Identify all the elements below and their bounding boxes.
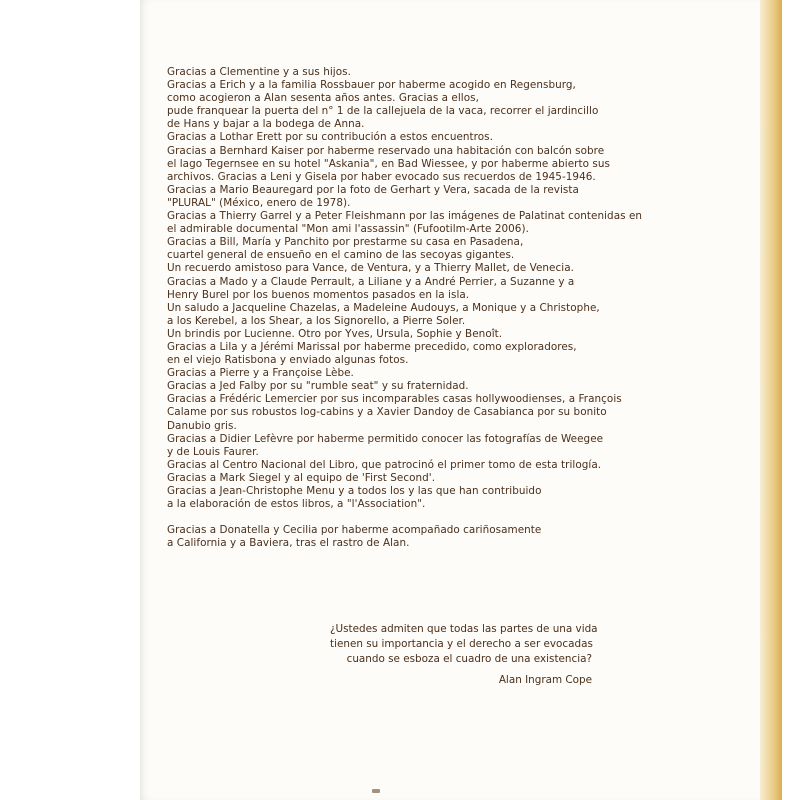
acknowledgement-line: Un brindis por Lucienne. Otro por Yves, Ursula, Sophie y Benoît. xyxy=(167,327,503,340)
acknowledgement-line: Gracias al Centro Nacional del Libro, que patrocinó el primer tomo de esta trilogía. xyxy=(167,458,602,471)
acknowledgement-line: Gracias a Frédéric Lemercier por sus incomparables casas hollywoodienses, a François xyxy=(167,393,622,406)
acknowledgement-line: archivos. Gracias a Leni y Gisela por haber evocado sus recuerdos de 1945-1946. xyxy=(167,170,596,183)
acknowledgement-line: Gracias a Pierre y a Françoise Lèbe. xyxy=(167,367,354,380)
acknowledgement-line: a los Kerebel, a los Shear, a los Signorello, a Pierre Soler. xyxy=(167,314,466,327)
acknowledgement-line: Gracias a Didier Lefèvre por haberme permitido conocer las fotografías de Weegee xyxy=(167,432,604,445)
acknowledgement-line: Gracias a Jed Falby por su "rumble seat" y su fraternidad. xyxy=(167,380,469,393)
acknowledgement-line: Un saludo a Jacqueline Chazelas, a Madeleine Audouys, a Monique y a Christophe, xyxy=(167,301,600,314)
acknowledgement-line: pude franquear la puerta del n° 1 de la callejuela de la vaca, recorrer el jardincillo xyxy=(167,105,599,118)
acknowledgement-line: Danubio gris. xyxy=(167,419,237,432)
left-gutter xyxy=(0,0,140,800)
acknowledgement-line: Gracias a Mark Siegel y al equipo de 'First Second'. xyxy=(167,471,436,484)
right-margin xyxy=(782,0,800,800)
acknowledgement-line: y de Louis Faurer. xyxy=(167,445,259,458)
paragraph-spacer xyxy=(167,511,747,524)
acknowledgements-paragraph-2 xyxy=(167,524,747,550)
acknowledgement-line: en el viejo Ratisbona y enviado algunas fotos. xyxy=(167,354,409,367)
epigraph-line: cuando se esboza el cuadro de una existencia? xyxy=(346,653,592,665)
epigraph-line: ¿Ustedes admiten que todas las partes de una vida xyxy=(330,623,598,635)
acknowledgement-line: Gracias a Bill, María y Panchito por prestarme su casa en Pasadena, xyxy=(167,236,524,249)
epigraph-author: Alan Ingram Cope xyxy=(498,674,592,686)
acknowledgement-line: Gracias a Mado y a Claude Perrault, a Liliane y a André Perrier, a Suzanne y a xyxy=(167,275,575,288)
epigraph-line: tienen su importancia y el derecho a ser evocadas xyxy=(330,638,593,650)
acknowledgements xyxy=(167,66,747,550)
acknowledgement-line: a California y a Baviera, tras el rastro de Alan. xyxy=(167,537,410,550)
acknowledgement-line: el admirable documental "Mon ami l'assassin" (Fufootilm-Arte 2006). xyxy=(167,223,529,236)
acknowledgement-line: Gracias a Lila y a Jérémi Marissal por haberme precedido, como exploradores, xyxy=(167,340,577,353)
acknowledgement-line: cuartel general de ensueño en el camino de las secoyas gigantes. xyxy=(167,249,515,262)
acknowledgement-line: Gracias a Jean-Christophe Menu y a todos los y las que han contribuido xyxy=(167,485,542,497)
acknowledgement-line: Gracias a Bernhard Kaiser por haberme reservado una habitación con balcón sobre xyxy=(167,144,605,157)
acknowledgement-line: el lago Tegernsee en su hotel "Askania", en Bad Wiessee, y por haberme abierto sus xyxy=(167,157,610,170)
acknowledgement-line: Gracias a Erich y a la familia Rossbauer por haberme acogido en Regensburg, xyxy=(167,79,576,92)
acknowledgement-line: Henry Burel por los buenos momentos pasados en la isla. xyxy=(167,288,470,301)
page-edge-stack xyxy=(760,0,782,800)
acknowledgement-line: Un recuerdo amistoso para Vance, de Ventura, y a Thierry Mallet, de Venecia. xyxy=(167,262,574,275)
acknowledgement-line: Gracias a Donatella y Cecilia por haberme acompañado cariñosamente xyxy=(167,524,542,537)
acknowledgement-line: Gracias a Clementine y a sus hijos. xyxy=(167,66,351,78)
acknowledgement-line: "PLURAL" (México, enero de 1978). xyxy=(167,196,351,209)
epigraph-text xyxy=(330,622,598,667)
acknowledgements-paragraph-1 xyxy=(167,66,747,511)
acknowledgement-line: Calame por sus robustos log-cabins y a Xavier Dandoy de Casabianca por su bonito xyxy=(167,406,607,419)
acknowledgement-line: de Hans y bajar a la bodega de Anna. xyxy=(167,118,365,131)
acknowledgement-line: Gracias a Lothar Erett por su contribución a estos encuentros. xyxy=(167,131,493,144)
acknowledgement-line: a la elaboración de estos libros, a "l'Association". xyxy=(167,498,426,511)
acknowledgement-line: Gracias a Mario Beauregard por la foto de Gerhart y Vera, sacada de la revista xyxy=(167,183,579,196)
acknowledgement-line: como acogieron a Alan sesenta años antes. Gracias a ellos, xyxy=(167,92,479,105)
page-number-mark xyxy=(372,789,380,793)
acknowledgement-line: Gracias a Thierry Garrel y a Peter Fleishmann por las imágenes de Palatinat contenidas en xyxy=(167,210,643,223)
epigraph xyxy=(330,622,598,688)
